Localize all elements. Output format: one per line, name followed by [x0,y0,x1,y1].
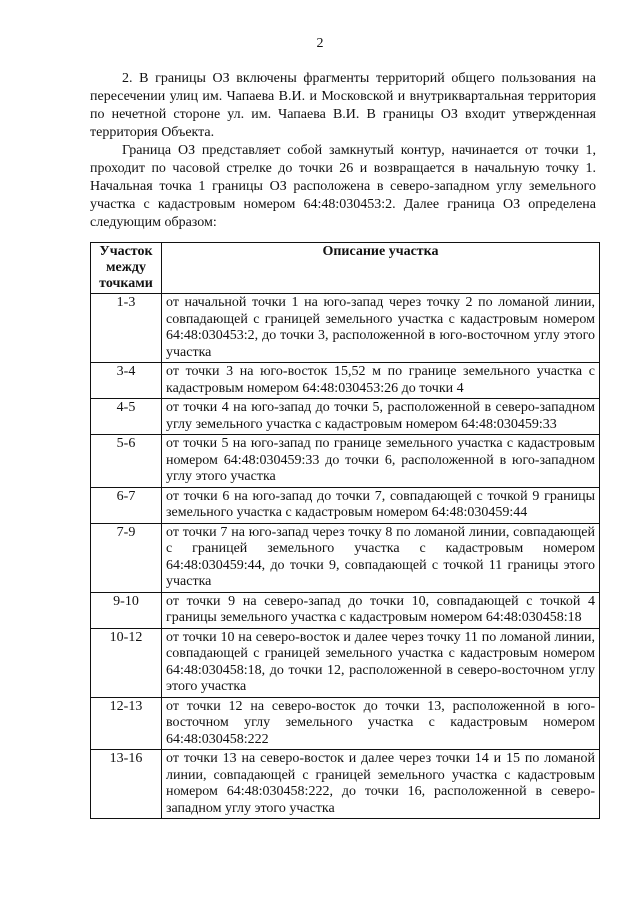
table-row [91,363,600,399]
description-cell: от точки 12 на северо-восток до точки 13, расположенной в юго-восточном углу земельного участка с кадастровым номером 64:48:030458:222 [162,697,600,750]
table-row [91,523,600,592]
segment-cell: 3-4 [91,363,162,399]
description-cell: от точки 10 на северо-восток и далее через точку 11 по ломаной линии, совпадающей с границей земельного участка с кадастровым номером 64:48:030458:18, до точки 12, расположенной в северо-восточном углу этого участка [162,628,600,697]
table-row [91,592,600,628]
table-header-row [91,243,600,294]
table-row [91,697,600,750]
paragraph-text: 2. В границы ОЗ включены фрагменты территорий общего пользования на пересечении улиц им. Чапаева В.И. и Московской и внутриквартальная территория по нечетной стороне ул. им. Чапаева В.И. В границы ОЗ входит утвержденная территория Объекта. [90,71,596,140]
segment-cell: 9-10 [91,592,162,628]
description-cell: от точки 9 на северо-запад до точки 10, совпадающей с точкой 4 границы земельного участка с кадастровым номером 64:48:030458:18 [162,592,600,628]
segment-cell: 5-6 [91,435,162,488]
segment-cell: 13-16 [91,750,162,819]
segment-cell: 7-9 [91,523,162,592]
table-row [91,399,600,435]
header-segment: Участок между точками [91,243,162,294]
segment-cell: 12-13 [91,697,162,750]
table-row [91,294,600,363]
boundary-sections-table [90,242,600,819]
segment-cell: 4-5 [91,399,162,435]
table-row [91,628,600,697]
table-row [91,435,600,488]
segment-cell: 6-7 [91,487,162,523]
table-row [91,487,600,523]
table-row [91,750,600,819]
description-cell: от точки 3 на юго-восток 15,52 м по границе земельного участка с кадастровым номером 64:48:030453:26 до точки 4 [162,363,600,399]
paragraph-inclusion [90,70,596,142]
page-number: 2 [316,36,324,51]
description-cell: от точки 6 на юго-запад до точки 7, совпадающей с точкой 9 границы земельного участка с кадастровым номером 64:48:030459:44 [162,487,600,523]
paragraph-boundary [90,142,596,232]
description-cell: от точки 4 на юго-запад до точки 5, расположенной в северо-западном углу земельного участка с кадастровым номером 64:48:030459:33 [162,399,600,435]
header-description: Описание участка [162,243,600,294]
description-cell: от начальной точки 1 на юго-запад через точку 2 по ломаной линии, совпадающей с границей земельного участка с кадастровым номером 64:48:030453:2, до точки 3, расположенной в юго-восточном углу этого участка [162,294,600,363]
segment-cell: 10-12 [91,628,162,697]
description-cell: от точки 5 на юго-запад по границе земельного участка с кадастровым номером 64:48:030459:33 до точки 6, расположенной в юго-западном углу этого участка [162,435,600,488]
segment-cell: 1-3 [91,294,162,363]
description-cell: от точки 13 на северо-восток и далее через точки 14 и 15 по ломаной линии, совпадающей с границей земельного участка с кадастровым номером 64:48:030458:222, до точки 16, расположенной в северо-западном углу этого участка [162,750,600,819]
paragraph-text: Граница ОЗ представляет собой замкнутый контур, начинается от точки 1, проходит по часовой стрелке до точки 26 и возвращается в начальную точку 1. Начальная точка 1 границы ОЗ расположена в северо-западном углу земельного участка с кадастровым номером 64:48:030453:2. Далее граница ОЗ определена следующим образом: [90,143,596,230]
description-cell: от точки 7 на юго-запад через точку 8 по ломаной линии, совпадающей с границей земельного участка с кадастровым номером 64:48:030459:44, до точки 9, совпадающей с точкой 11 границы этого участка [162,523,600,592]
